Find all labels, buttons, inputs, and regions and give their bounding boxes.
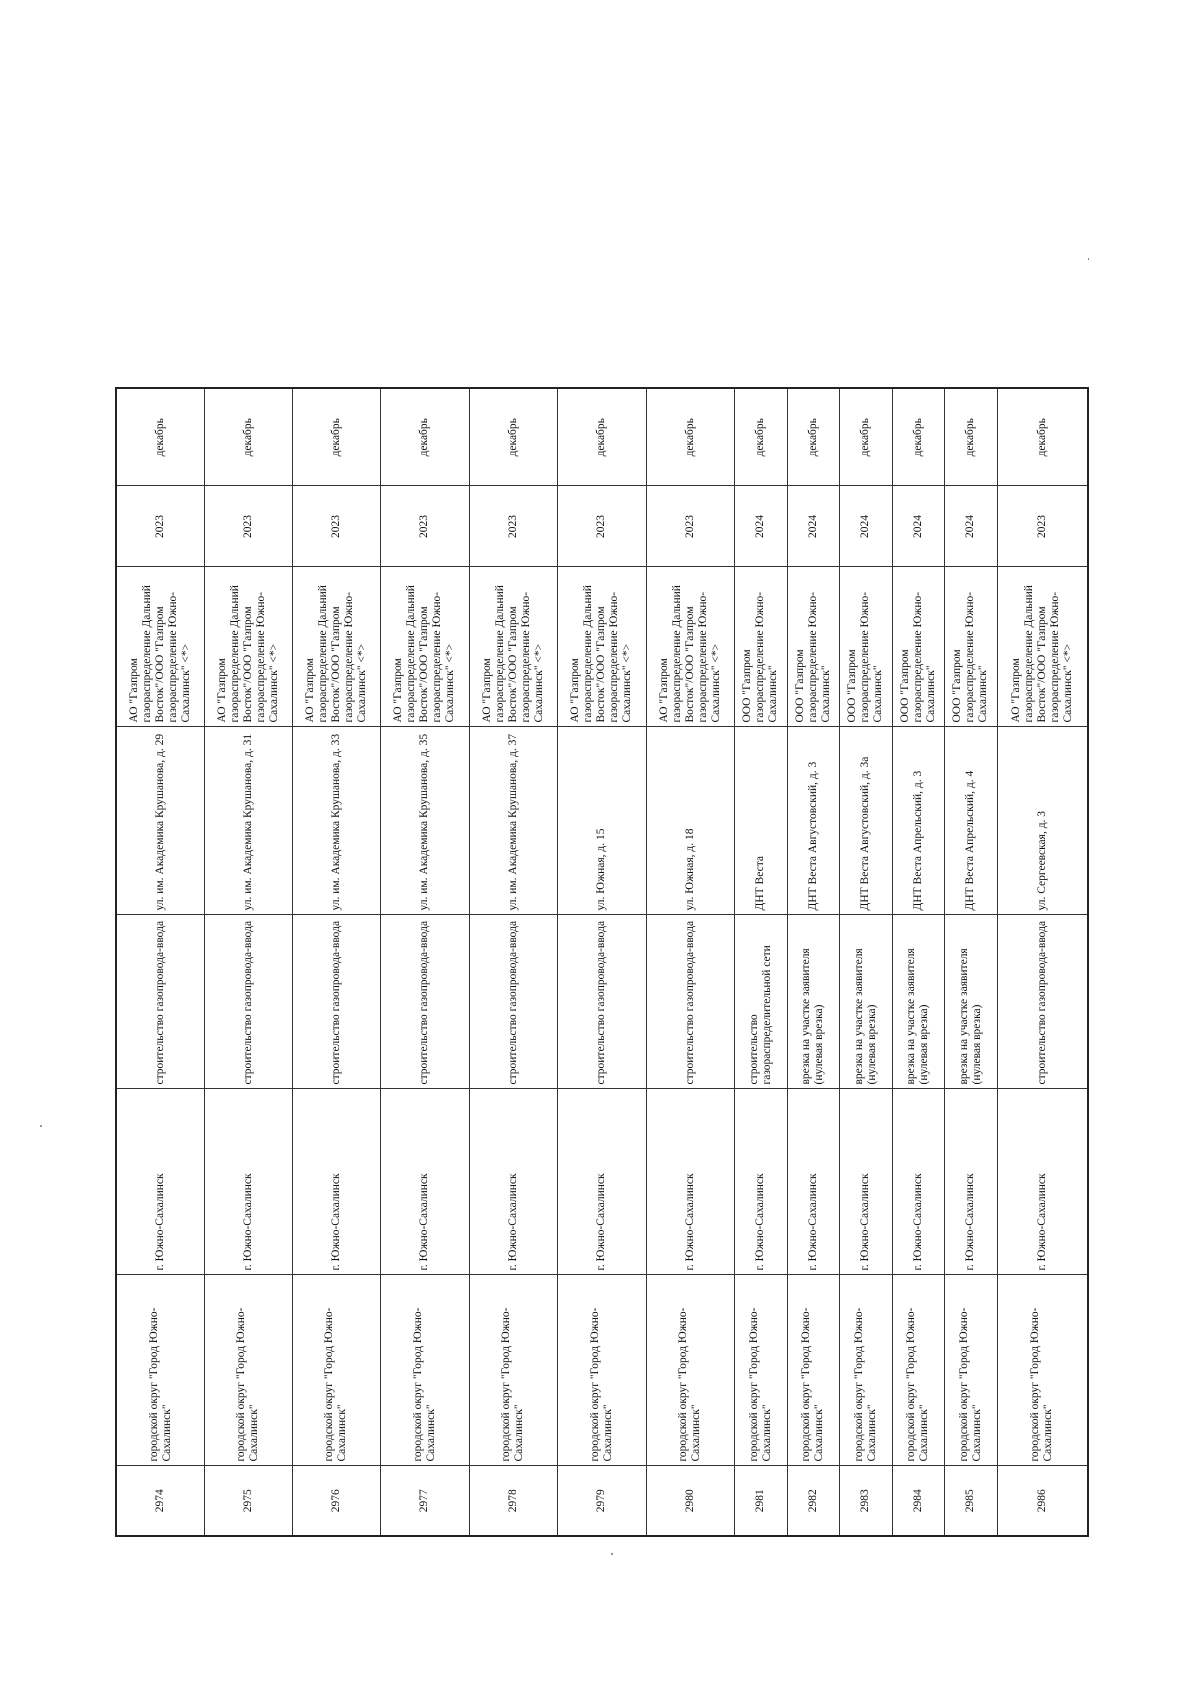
work-type-cell: строительство газораспределительной сети [735, 915, 787, 1089]
organization-cell: АО "Газпром газораспределение Дальний Восток"/ООО "Газпром газораспределение Южно-Сахалинск" <*> [116, 567, 205, 727]
table-row [381, 388, 470, 1536]
month-cell: декабрь [205, 388, 292, 486]
table-row [116, 388, 205, 1536]
year-cell: 2024 [840, 486, 892, 567]
row-number: 2981 [735, 1466, 787, 1536]
work-type-cell: строительство газопровода-ввода [292, 915, 381, 1089]
table-row [292, 388, 381, 1536]
settlement-cell: г. Южно-Сахалинск [116, 1089, 205, 1275]
settlement-cell: г. Южно-Сахалинск [558, 1089, 647, 1275]
year-cell: 2024 [735, 486, 787, 567]
municipality-cell: городской округ "Город Южно-Сахалинск" [646, 1275, 735, 1466]
settlement-cell: г. Южно-Сахалинск [997, 1089, 1088, 1275]
row-number: 2984 [892, 1466, 944, 1536]
organization-cell: ООО "Газпром газораспределение Южно-Сахалинск" [945, 567, 997, 727]
registry-table [115, 387, 1089, 1537]
table-row [892, 388, 944, 1536]
municipality-cell: городской округ "Город Южно-Сахалинск" [840, 1275, 892, 1466]
year-cell: 2023 [646, 486, 735, 567]
municipality-cell: городской округ "Город Южно-Сахалинск" [997, 1275, 1088, 1466]
row-number: 2976 [292, 1466, 381, 1536]
row-number: 2980 [646, 1466, 735, 1536]
settlement-cell: г. Южно-Сахалинск [292, 1089, 381, 1275]
address-cell: ул. Южная, д. 15 [558, 727, 647, 915]
municipality-cell: городской округ "Город Южно-Сахалинск" [892, 1275, 944, 1466]
organization-cell: АО "Газпром газораспределение Дальний Восток"/ООО "Газпром газораспределение Южно-Сахалинск" <*> [646, 567, 735, 727]
address-cell: ДНТ Веста [735, 727, 787, 915]
month-cell: декабрь [892, 388, 944, 486]
work-type-cell: строительство газопровода-ввода [646, 915, 735, 1089]
table-row [205, 388, 292, 1536]
municipality-cell: городской округ "Город Южно-Сахалинск" [945, 1275, 997, 1466]
organization-cell: АО "Газпром газораспределение Дальний Восток"/ООО "Газпром газораспределение Южно-Сахалинск" <*> [469, 567, 558, 727]
municipality-cell: городской округ "Город Южно-Сахалинск" [381, 1275, 470, 1466]
month-cell: декабрь [646, 388, 735, 486]
settlement-cell: г. Южно-Сахалинск [646, 1089, 735, 1275]
row-number: 2983 [840, 1466, 892, 1536]
settlement-cell: г. Южно-Сахалинск [787, 1089, 839, 1275]
registry-table-body [116, 388, 1088, 1536]
settlement-cell: г. Южно-Сахалинск [945, 1089, 997, 1275]
month-cell: декабрь [469, 388, 558, 486]
settlement-cell: г. Южно-Сахалинск [840, 1089, 892, 1275]
address-cell: ул. им. Академика Крушанова, д. 35 [381, 727, 470, 915]
organization-cell: ООО "Газпром газораспределение Южно-Сахалинск" [892, 567, 944, 727]
address-cell: ул. Южная, д. 18 [646, 727, 735, 915]
table-row [945, 388, 997, 1536]
address-cell: ДНТ Веста Августовский, д. 3 [787, 727, 839, 915]
work-type-cell: врезка на участке заявителя (нулевая врезка) [945, 915, 997, 1089]
address-cell: ул. Сергеевская, д. 3 [997, 727, 1088, 915]
organization-cell: ООО "Газпром газораспределение Южно-Сахалинск" [840, 567, 892, 727]
address-cell: ДНТ Веста Апрельский, д. 4 [945, 727, 997, 915]
municipality-cell: городской округ "Город Южно-Сахалинск" [116, 1275, 205, 1466]
organization-cell: АО "Газпром газораспределение Дальний Восток"/ООО "Газпром газораспределение Южно-Сахалинск" <*> [381, 567, 470, 727]
table-row [840, 388, 892, 1536]
row-number: 2979 [558, 1466, 647, 1536]
work-type-cell: строительство газопровода-ввода [469, 915, 558, 1089]
municipality-cell: городской округ "Город Южно-Сахалинск" [292, 1275, 381, 1466]
address-cell: ул. им. Академика Крушанова, д. 33 [292, 727, 381, 915]
row-number: 2975 [205, 1466, 292, 1536]
table-row [787, 388, 839, 1536]
settlement-cell: г. Южно-Сахалинск [381, 1089, 470, 1275]
organization-cell: АО "Газпром газораспределение Дальний Восток"/ООО "Газпром газораспределение Южно-Сахалинск" <*> [997, 567, 1088, 727]
municipality-cell: городской округ "Город Южно-Сахалинск" [735, 1275, 787, 1466]
table-row [558, 388, 647, 1536]
scan-speck [611, 1553, 613, 1555]
month-cell: декабрь [945, 388, 997, 486]
address-cell: ул. им. Академика Крушанова, д. 31 [205, 727, 292, 915]
table-row [997, 388, 1088, 1536]
work-type-cell: врезка на участке заявителя (нулевая врезка) [892, 915, 944, 1089]
organization-cell: ООО "Газпром газораспределение Южно-Сахалинск" [787, 567, 839, 727]
table-row [735, 388, 787, 1536]
address-cell: ДНТ Веста Августовский, д. 3а [840, 727, 892, 915]
municipality-cell: городской округ "Город Южно-Сахалинск" [205, 1275, 292, 1466]
year-cell: 2023 [116, 486, 205, 567]
year-cell: 2024 [945, 486, 997, 567]
year-cell: 2024 [787, 486, 839, 567]
year-cell: 2023 [469, 486, 558, 567]
settlement-cell: г. Южно-Сахалинск [892, 1089, 944, 1275]
month-cell: декабрь [381, 388, 470, 486]
month-cell: декабрь [116, 388, 205, 486]
month-cell: декабрь [558, 388, 647, 486]
settlement-cell: г. Южно-Сахалинск [735, 1089, 787, 1275]
scan-speck [40, 1125, 42, 1127]
settlement-cell: г. Южно-Сахалинск [205, 1089, 292, 1275]
month-cell: декабрь [292, 388, 381, 486]
year-cell: 2023 [205, 486, 292, 567]
address-cell: ул. им. Академика Крушанова, д. 37 [469, 727, 558, 915]
rotated-table-container [115, 389, 1089, 1537]
table-row [469, 388, 558, 1536]
year-cell: 2024 [892, 486, 944, 567]
year-cell: 2023 [997, 486, 1088, 567]
organization-cell: ООО "Газпром газораспределение Южно-Сахалинск" [735, 567, 787, 727]
organization-cell: АО "Газпром газораспределение Дальний Восток"/ООО "Газпром газораспределение Южно-Сахалинск" <*> [205, 567, 292, 727]
municipality-cell: городской округ "Город Южно-Сахалинск" [558, 1275, 647, 1466]
work-type-cell: строительство газопровода-ввода [381, 915, 470, 1089]
work-type-cell: строительство газопровода-ввода [558, 915, 647, 1089]
row-number: 2985 [945, 1466, 997, 1536]
row-number: 2977 [381, 1466, 470, 1536]
municipality-cell: городской округ "Город Южно-Сахалинск" [787, 1275, 839, 1466]
month-cell: декабрь [840, 388, 892, 486]
address-cell: ДНТ Веста Апрельский, д. 3 [892, 727, 944, 915]
month-cell: декабрь [997, 388, 1088, 486]
year-cell: 2023 [292, 486, 381, 567]
address-cell: ул. им. Академика Крушанова, д. 29 [116, 727, 205, 915]
scan-speck [1088, 258, 1089, 260]
work-type-cell: строительство газопровода-ввода [205, 915, 292, 1089]
row-number: 2978 [469, 1466, 558, 1536]
row-number: 2982 [787, 1466, 839, 1536]
month-cell: декабрь [787, 388, 839, 486]
work-type-cell: врезка на участке заявителя (нулевая врезка) [840, 915, 892, 1089]
organization-cell: АО "Газпром газораспределение Дальний Восток"/ООО "Газпром газораспределение Южно-Сахалинск" <*> [558, 567, 647, 727]
work-type-cell: строительство газопровода-ввода [116, 915, 205, 1089]
organization-cell: АО "Газпром газораспределение Дальний Восток"/ООО "Газпром газораспределение Южно-Сахалинск" <*> [292, 567, 381, 727]
municipality-cell: городской округ "Город Южно-Сахалинск" [469, 1275, 558, 1466]
month-cell: декабрь [735, 388, 787, 486]
settlement-cell: г. Южно-Сахалинск [469, 1089, 558, 1275]
year-cell: 2023 [558, 486, 647, 567]
row-number: 2974 [116, 1466, 205, 1536]
work-type-cell: строительство газопровода-ввода [997, 915, 1088, 1089]
row-number: 2986 [997, 1466, 1088, 1536]
year-cell: 2023 [381, 486, 470, 567]
table-row [646, 388, 735, 1536]
work-type-cell: врезка на участке заявителя (нулевая врезка) [787, 915, 839, 1089]
